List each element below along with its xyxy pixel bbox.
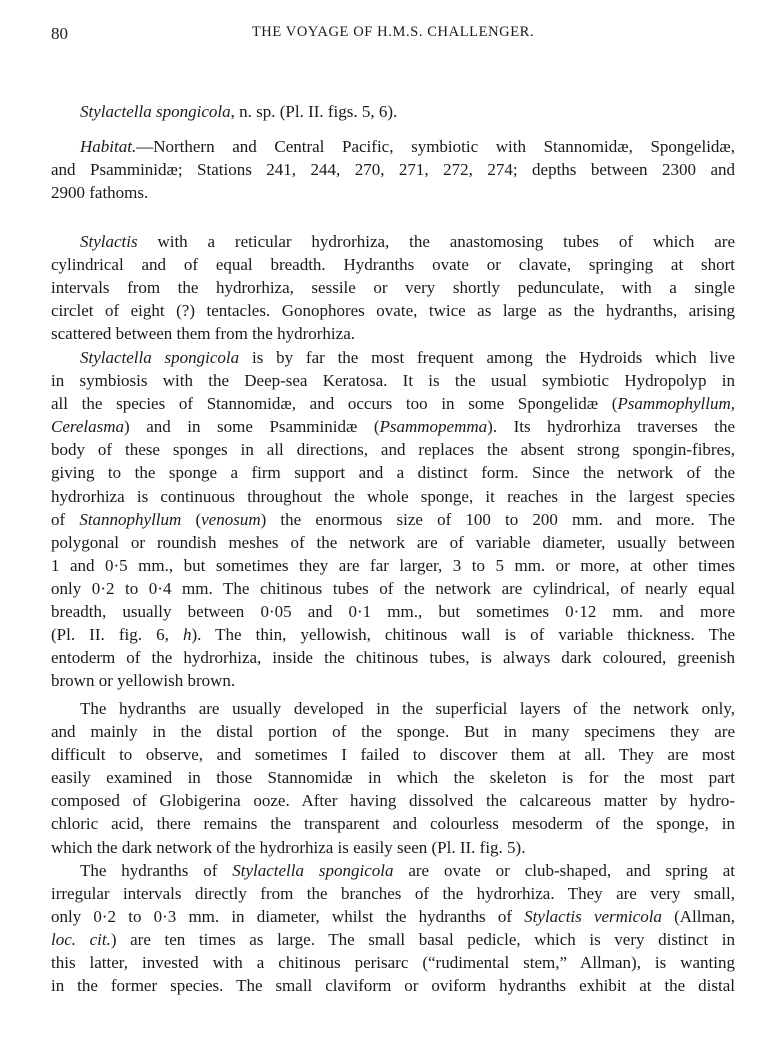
text-run: is by far the most frequent among the Hydroids which live (239, 348, 736, 367)
text-line (51, 720, 735, 743)
text-line (51, 836, 735, 859)
text-run: body of these sponges in all directions, and replaces the absent strong spongin-fibres, (51, 440, 735, 460)
italic-text: Habitat. (80, 137, 137, 156)
text-run: only 0·2 to 0·3 mm. in diameter, whilst the hydranths of (51, 907, 525, 927)
text-run: The hydranths of (80, 861, 233, 880)
text-run: The hydranths are usually developed in the superficial layers of the network only, (80, 699, 735, 718)
text-run: chloric acid, there remains the transparent and colourless mesoderm of the sponge, in (51, 814, 735, 834)
running-header (51, 24, 735, 48)
text-run: (Allman, (661, 907, 735, 927)
text-run: polygonal or roundish meshes of the network are of variable diameter, usually between (51, 532, 735, 552)
text-line (51, 789, 735, 812)
text-line (51, 928, 735, 951)
text-line (51, 812, 735, 835)
italic-text: Stylactis vermicola (524, 907, 662, 927)
text-line (51, 369, 735, 392)
text-line (51, 158, 735, 181)
hydranths-shape-paragraph (51, 859, 735, 998)
text-run: ( (181, 509, 202, 529)
text-run: ) are ten times as large. The small basal pedicle, which is very distinct in (110, 930, 735, 950)
italic-text: Psammopemma (379, 417, 488, 437)
running-title: THE VOYAGE OF H.M.S. CHALLENGER. (251, 24, 535, 40)
text-run: ). The thin, yellowish, chitinous wall is of variable thickness. The (191, 625, 736, 645)
text-line (51, 577, 735, 600)
text-line (51, 951, 735, 974)
text-line (51, 461, 735, 484)
text-run: (Pl. II. fig. 6, (51, 625, 183, 645)
text-run: all the species of Stannomidæ, and occurs too in some Spongelidæ ( (51, 394, 618, 414)
text-line (51, 646, 735, 669)
text-run: ) and in some Psamminidæ ( (124, 417, 380, 437)
text-line (51, 600, 735, 623)
text-line (51, 508, 735, 531)
diagnosis-paragraph (51, 230, 735, 345)
text-line (51, 100, 735, 123)
page-number: 80 (51, 24, 68, 43)
text-line (51, 438, 735, 461)
habitat-paragraph (51, 135, 735, 204)
text-line (51, 415, 735, 438)
species-title (51, 100, 735, 123)
text-line (51, 392, 735, 415)
text-run: only 0·2 to 0·4 mm. The chitinous tubes of the network are cylindrical, of nearly equal (51, 578, 735, 598)
text-run: with a reticular hydrorhiza, the anastomosing tubes of which are (137, 232, 735, 251)
text-run: 1 and 0·5 mm., but sometimes they are far larger, 3 to 5 mm. or more, at other times (51, 555, 735, 575)
text-run: in the former species. The small claviform or oviform hydranths exhibit at the distal (51, 976, 735, 996)
text-run: are ovate or club-shaped, and spring at (393, 861, 735, 880)
italic-text: Stylactella spongicola (232, 861, 394, 880)
description-paragraph (51, 346, 735, 692)
text-line (51, 276, 735, 299)
italic-text: h (182, 625, 192, 645)
text-run: composed of Globigerina ooze. After having dissolved the calcareous matter by hydro- (51, 791, 735, 811)
text-line (51, 623, 735, 646)
text-run: —Northern and Central Pacific, symbiotic with Stannomidæ, Spongelidæ, (136, 137, 735, 156)
italic-text: Stylactella spongicola (80, 102, 231, 121)
italic-text: Stylactella spongicola (80, 348, 240, 367)
text-run: ) the enormous size of 100 to 200 mm. and more. The (260, 509, 735, 529)
text-run: which the dark network of the hydrorhiza is easily seen (Pl. II. fig. 5). (51, 837, 526, 857)
text-run: breadth, usually between 0·05 and 0·1 mm., but sometimes 0·12 mm. and more (51, 602, 735, 622)
text-run: easily examined in those Stannomidæ in which the skeleton is for the most part (51, 768, 735, 788)
text-run: 2900 fathoms. (51, 183, 149, 203)
text-line (51, 181, 735, 204)
text-line (51, 905, 735, 928)
text-run: in symbiosis with the Deep-sea Keratosa. It is the usual symbiotic Hydropolyp in (51, 371, 735, 391)
text-line (51, 554, 735, 577)
text-run: scattered between them from the hydrorhiza. (51, 324, 355, 344)
text-run: of (51, 509, 80, 529)
italic-text: venosum (201, 509, 261, 529)
text-run: intervals from the hydrorhiza, sessile or very shortly pedunculate, with a single (51, 278, 735, 298)
text-run: hydrorhiza is continuous throughout the whole sponge, it reaches in the largest species (51, 486, 735, 506)
text-line (51, 974, 735, 997)
italic-text: Stannophyllum (79, 509, 182, 529)
text-run: cylindrical and of equal breadth. Hydranths ovate or clavate, springing at short (51, 255, 735, 275)
text-line (51, 859, 735, 882)
text-line (51, 322, 735, 345)
text-run: ). Its hydrorhiza traverses the (487, 417, 735, 437)
text-run: giving to the sponge a firm support and a distinct form. Since the network of the (51, 463, 735, 483)
text-run: difficult to observe, and sometimes I failed to discover them at all. They are most (51, 745, 735, 765)
text-line (51, 230, 735, 253)
text-line (51, 135, 735, 158)
text-run: irregular intervals directly from the branches of the hydrorhiza. They are very small, (51, 884, 735, 904)
text-run: entoderm of the hydrorhiza, inside the chitinous tubes, is always dark coloured, greenish (51, 648, 735, 668)
text-run: this latter, invested with a chitinous perisarc (“rudimental stem,” Allman), is wanting (51, 953, 735, 973)
text-line (51, 882, 735, 905)
italic-text: Cerelasma (51, 417, 125, 437)
text-line (51, 299, 735, 322)
text-run: , n. sp. (Pl. II. figs. 5, 6). (230, 102, 398, 121)
text-line (51, 346, 735, 369)
italic-text: loc. cit. (51, 930, 111, 950)
text-line (51, 485, 735, 508)
italic-text: Psammophyllum, (617, 394, 735, 414)
italic-text: Stylactis (80, 232, 138, 251)
text-run: brown or yellowish brown. (51, 671, 236, 691)
text-line (51, 253, 735, 276)
hydranths-paragraph (51, 697, 735, 859)
text-line (51, 766, 735, 789)
text-run: circlet of eight (?) tentacles. Gonophores ovate, twice as large as the hydranths, arising (51, 301, 735, 321)
text-line (51, 669, 735, 692)
text-line (51, 697, 735, 720)
text-line (51, 743, 735, 766)
text-run: and Psamminidæ; Stations 241, 244, 270, 271, 272, 274; depths between 2300 and (51, 160, 735, 180)
text-line (51, 531, 735, 554)
text-run: and mainly in the distal portion of the sponge. But in many specimens they are (51, 722, 735, 742)
